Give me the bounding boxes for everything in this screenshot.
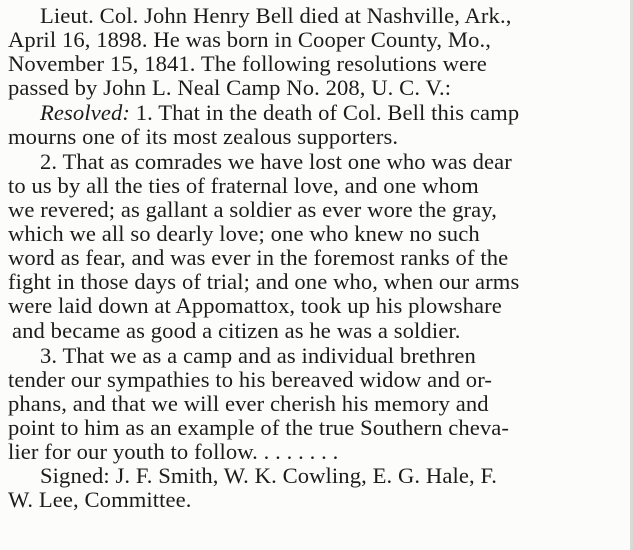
- text-span: April 16, 1898. He was born in Cooper County, Mo.,: [8, 27, 491, 52]
- text-line: [8, 392, 489, 416]
- text-line: [8, 198, 497, 222]
- text-span: lier for our youth to follow. . . . . . . .: [8, 439, 339, 464]
- text-span: mourns one of its most zealous supporters.: [8, 124, 399, 149]
- text-span: W. Lee, Committee.: [8, 487, 192, 512]
- text-line: [8, 28, 491, 52]
- text-line: [12, 319, 460, 343]
- text-line: [40, 464, 497, 488]
- resolved-heading: Resolved:: [40, 100, 130, 125]
- text-line: [40, 344, 476, 368]
- text-span: fight in those days of trial; and one who, when our arms: [8, 269, 520, 294]
- text-span: Signed: J. F. Smith, W. K. Cowling, E. G. Hale, F.: [40, 463, 498, 488]
- text-line: [8, 174, 479, 198]
- text-span: 3. That we as a camp and as individual brethren: [40, 343, 476, 368]
- text-span: point to him as an example of the true Southern cheva-: [8, 415, 510, 440]
- text-span: 1. That in the death of Col. Bell this camp: [129, 100, 520, 125]
- text-line: [40, 4, 511, 28]
- text-line: [8, 488, 192, 512]
- text-span: word as fear, and was ever in the foremost ranks of the: [8, 245, 509, 270]
- text-span: phans, and that we will ever cherish his memory and: [8, 391, 489, 416]
- text-span: tender our sympathies to his bereaved widow and or-: [8, 367, 493, 392]
- text-line: [8, 440, 338, 464]
- text-span: which we all so dearly love; one who knew no such: [8, 221, 480, 246]
- text-line: [8, 270, 519, 294]
- text-line: [8, 125, 398, 149]
- text-line: [8, 222, 480, 246]
- text-line: [8, 52, 487, 76]
- text-span: and became as good a citizen as he was a soldier.: [12, 318, 461, 343]
- text-line: [8, 416, 509, 440]
- text-span: 2. That as comrades we have lost one who was dear: [40, 149, 512, 174]
- text-line: [8, 368, 492, 392]
- text-span: passed by John L. Neal Camp No. 208, U. C. V.:: [8, 75, 452, 100]
- text-span: to us by all the ties of fraternal love, and one whom: [8, 173, 479, 198]
- text-line: [40, 150, 512, 174]
- text-span: Lieut. Col. John Henry Bell died at Nashville, Ark.,: [40, 3, 512, 28]
- text-line: [40, 101, 519, 125]
- text-line: [8, 76, 451, 100]
- text-line: [8, 294, 502, 318]
- text-span: we revered; as gallant a soldier as ever wore the gray,: [8, 197, 497, 222]
- text-line: [8, 246, 508, 270]
- text-span: were laid down at Appomattox, took up his plowshare: [8, 293, 502, 318]
- text-span: November 15, 1841. The following resolutions were: [8, 51, 487, 76]
